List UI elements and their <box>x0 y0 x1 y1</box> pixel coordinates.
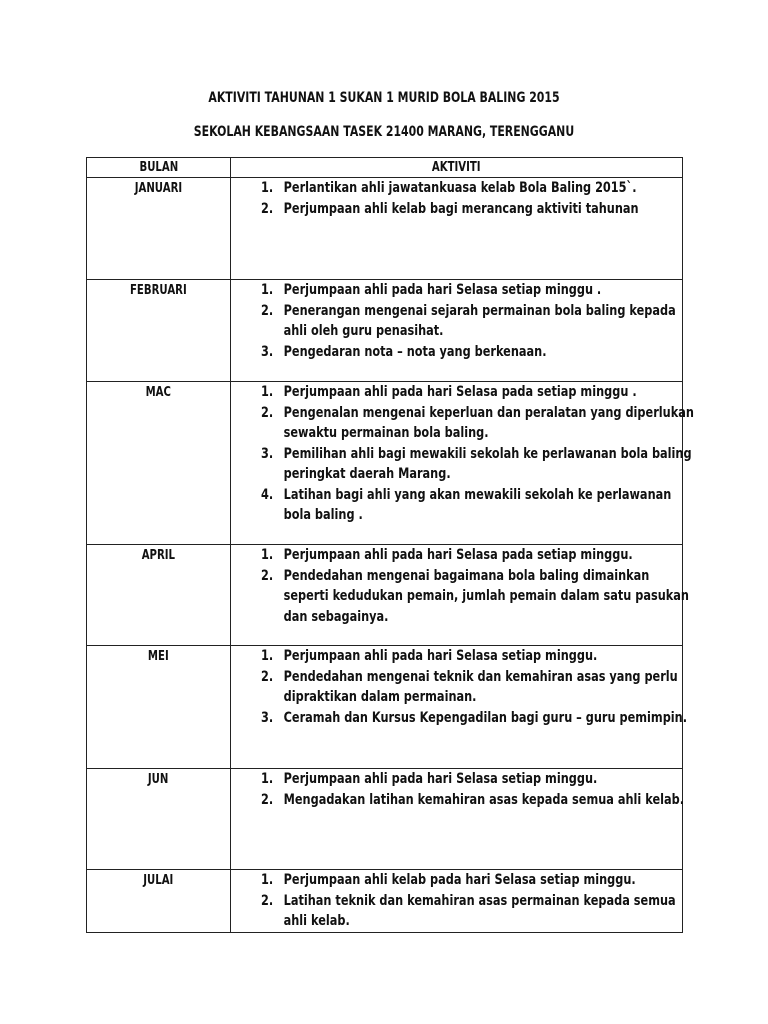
list-item: 2. Penerangan mengenai sejarah permainan bola baling kepada ahli oleh guru penasihat. <box>261 302 676 339</box>
month-cell: APRIL <box>87 545 231 646</box>
list-item: 1. Perjumpaan ahli pada hari Selasa setiap minggu. <box>261 648 598 664</box>
document-title: AKTIVITI TAHUNAN 1 SUKAN 1 MURID BOLA BALING 2015 <box>208 90 560 106</box>
activity-cell <box>231 178 683 280</box>
list-item: 2. Pendedahan mengenai bagaimana bola baling dimainkan seperti kedudukan pemain, jumlah pemain dalam satu pasukan dan sebagainya. <box>261 567 689 625</box>
list-item: 1. Perjumpaan ahli kelab pada hari Selasa setiap minggu. <box>261 872 636 888</box>
activity-list <box>261 178 698 219</box>
activity-cell <box>231 382 694 545</box>
list-item: 1. Perjumpaan ahli pada hari Selasa setiap minggu. <box>261 771 598 787</box>
month-cell: JULAI <box>87 870 231 933</box>
activity-cell <box>231 646 688 769</box>
list-item: 2. Perjumpaan ahli kelab bagi merancang aktiviti tahunan <box>261 200 639 217</box>
activity-list <box>261 646 698 728</box>
list-item: 2. Pendedahan mengenai teknik dan kemahiran asas yang perlu dipraktikan dalam permainan. <box>261 668 678 705</box>
table-row-mei <box>87 646 683 769</box>
activity-list <box>261 280 698 362</box>
activity-cell <box>231 280 683 382</box>
table-row-julai <box>87 870 683 933</box>
list-item: 3. Pengedaran nota – nota yang berkenaan. <box>261 343 547 360</box>
table-row-mac <box>87 382 683 545</box>
list-item: 1. Perjumpaan ahli pada hari Selasa setiap minggu . <box>261 282 602 298</box>
table-row-april <box>87 545 683 646</box>
activity-schedule-table <box>86 157 694 933</box>
list-item: 1. Perjumpaan ahli pada hari Selasa pada setiap minggu . <box>261 384 637 400</box>
header-activity: AKTIVITI <box>231 158 683 178</box>
list-item: 2. Pengenalan mengenai keperluan dan peralatan yang diperlukan sewaktu permainan bola baling. <box>261 404 694 441</box>
list-item: 1. Perjumpaan ahli pada hari Selasa pada setiap minggu. <box>261 547 633 563</box>
month-cell: JUN <box>87 769 231 870</box>
activity-list <box>261 545 698 627</box>
table-row-januari <box>87 178 683 280</box>
month-cell: MAC <box>87 382 231 545</box>
activity-cell <box>231 769 683 870</box>
list-item: 3. Ceramah dan Kursus Kepengadilan bagi guru – guru pemimpin. <box>261 709 688 726</box>
activity-cell <box>231 545 689 646</box>
table-row-februari <box>87 280 683 382</box>
school-name: SEKOLAH KEBANGSAAN TASEK 21400 MARANG, TERENGGANU <box>193 124 575 140</box>
list-item: 1. Perlantikan ahli jawatankuasa kelab Bola Baling 2015`. <box>261 180 637 196</box>
month-cell: FEBRUARI <box>87 280 231 382</box>
header-month: BULAN <box>87 158 231 178</box>
activity-list <box>261 769 698 810</box>
list-item: 2. Mengadakan latihan kemahiran asas kepada semua ahli kelab. <box>261 791 685 808</box>
table-header-row <box>87 158 683 178</box>
list-item: 3. Pemilihan ahli bagi mewakili sekolah ke perlawanan bola baling peringkat daerah Marang. <box>261 445 692 482</box>
list-item: 2. Latihan teknik dan kemahiran asas permainan kepada semua ahli kelab. <box>261 892 676 929</box>
month-cell: MEI <box>87 646 231 769</box>
activity-list <box>261 382 698 526</box>
month-cell: JANUARI <box>87 178 231 280</box>
activity-list <box>261 870 698 932</box>
activity-cell <box>231 870 683 933</box>
list-item: 4. Latihan bagi ahli yang akan mewakili sekolah ke perlawanan bola baling . <box>261 486 672 523</box>
table-row-jun <box>87 769 683 870</box>
